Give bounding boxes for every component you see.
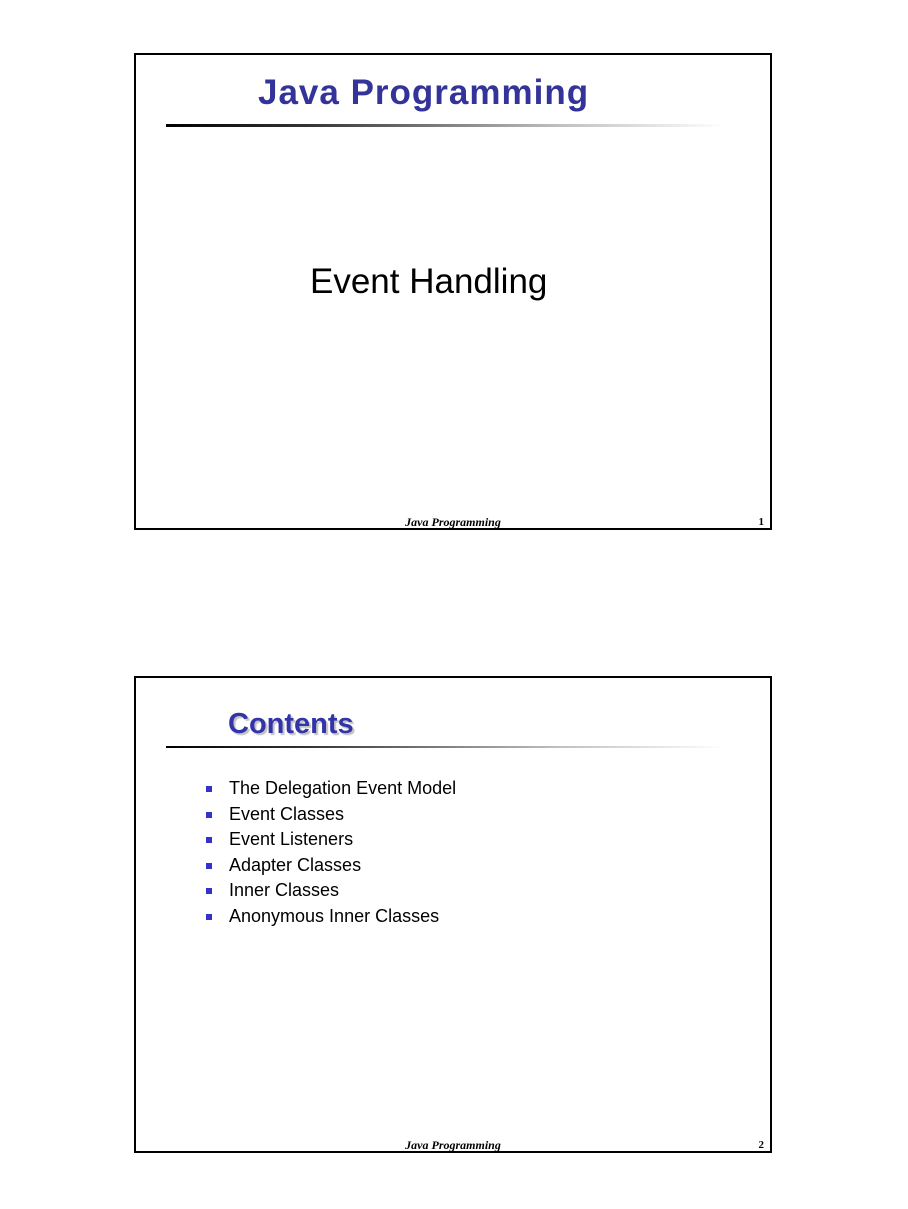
slide-title: Contents	[228, 708, 354, 740]
square-bullet-icon	[206, 914, 212, 920]
title-divider	[166, 124, 726, 127]
title-divider	[166, 746, 726, 748]
slide-footer: Java Programming	[405, 515, 501, 529]
list-item-label: Event Classes	[229, 803, 345, 824]
slide-subtitle: Event Handling	[310, 262, 548, 301]
square-bullet-icon	[206, 888, 212, 894]
list-item-label: The Delegation Event Model	[229, 778, 457, 798]
list-item-label: Adapter Classes	[229, 854, 362, 875]
list-item-label: Anonymous Inner Classes	[229, 905, 440, 926]
list-item-label: Inner Classes	[229, 880, 340, 900]
page-number: 1	[758, 516, 764, 528]
square-bullet-icon	[206, 812, 212, 818]
square-bullet-icon	[206, 837, 212, 843]
slide-title: Java Programming	[258, 73, 590, 112]
list-item-label: Event Listeners	[229, 829, 354, 849]
square-bullet-icon	[206, 863, 212, 869]
slide-2	[134, 676, 772, 1153]
slide-footer: Java Programming	[405, 1138, 501, 1152]
page-number: 2	[758, 1139, 764, 1151]
square-bullet-icon	[206, 786, 212, 792]
slide-1	[134, 53, 772, 530]
